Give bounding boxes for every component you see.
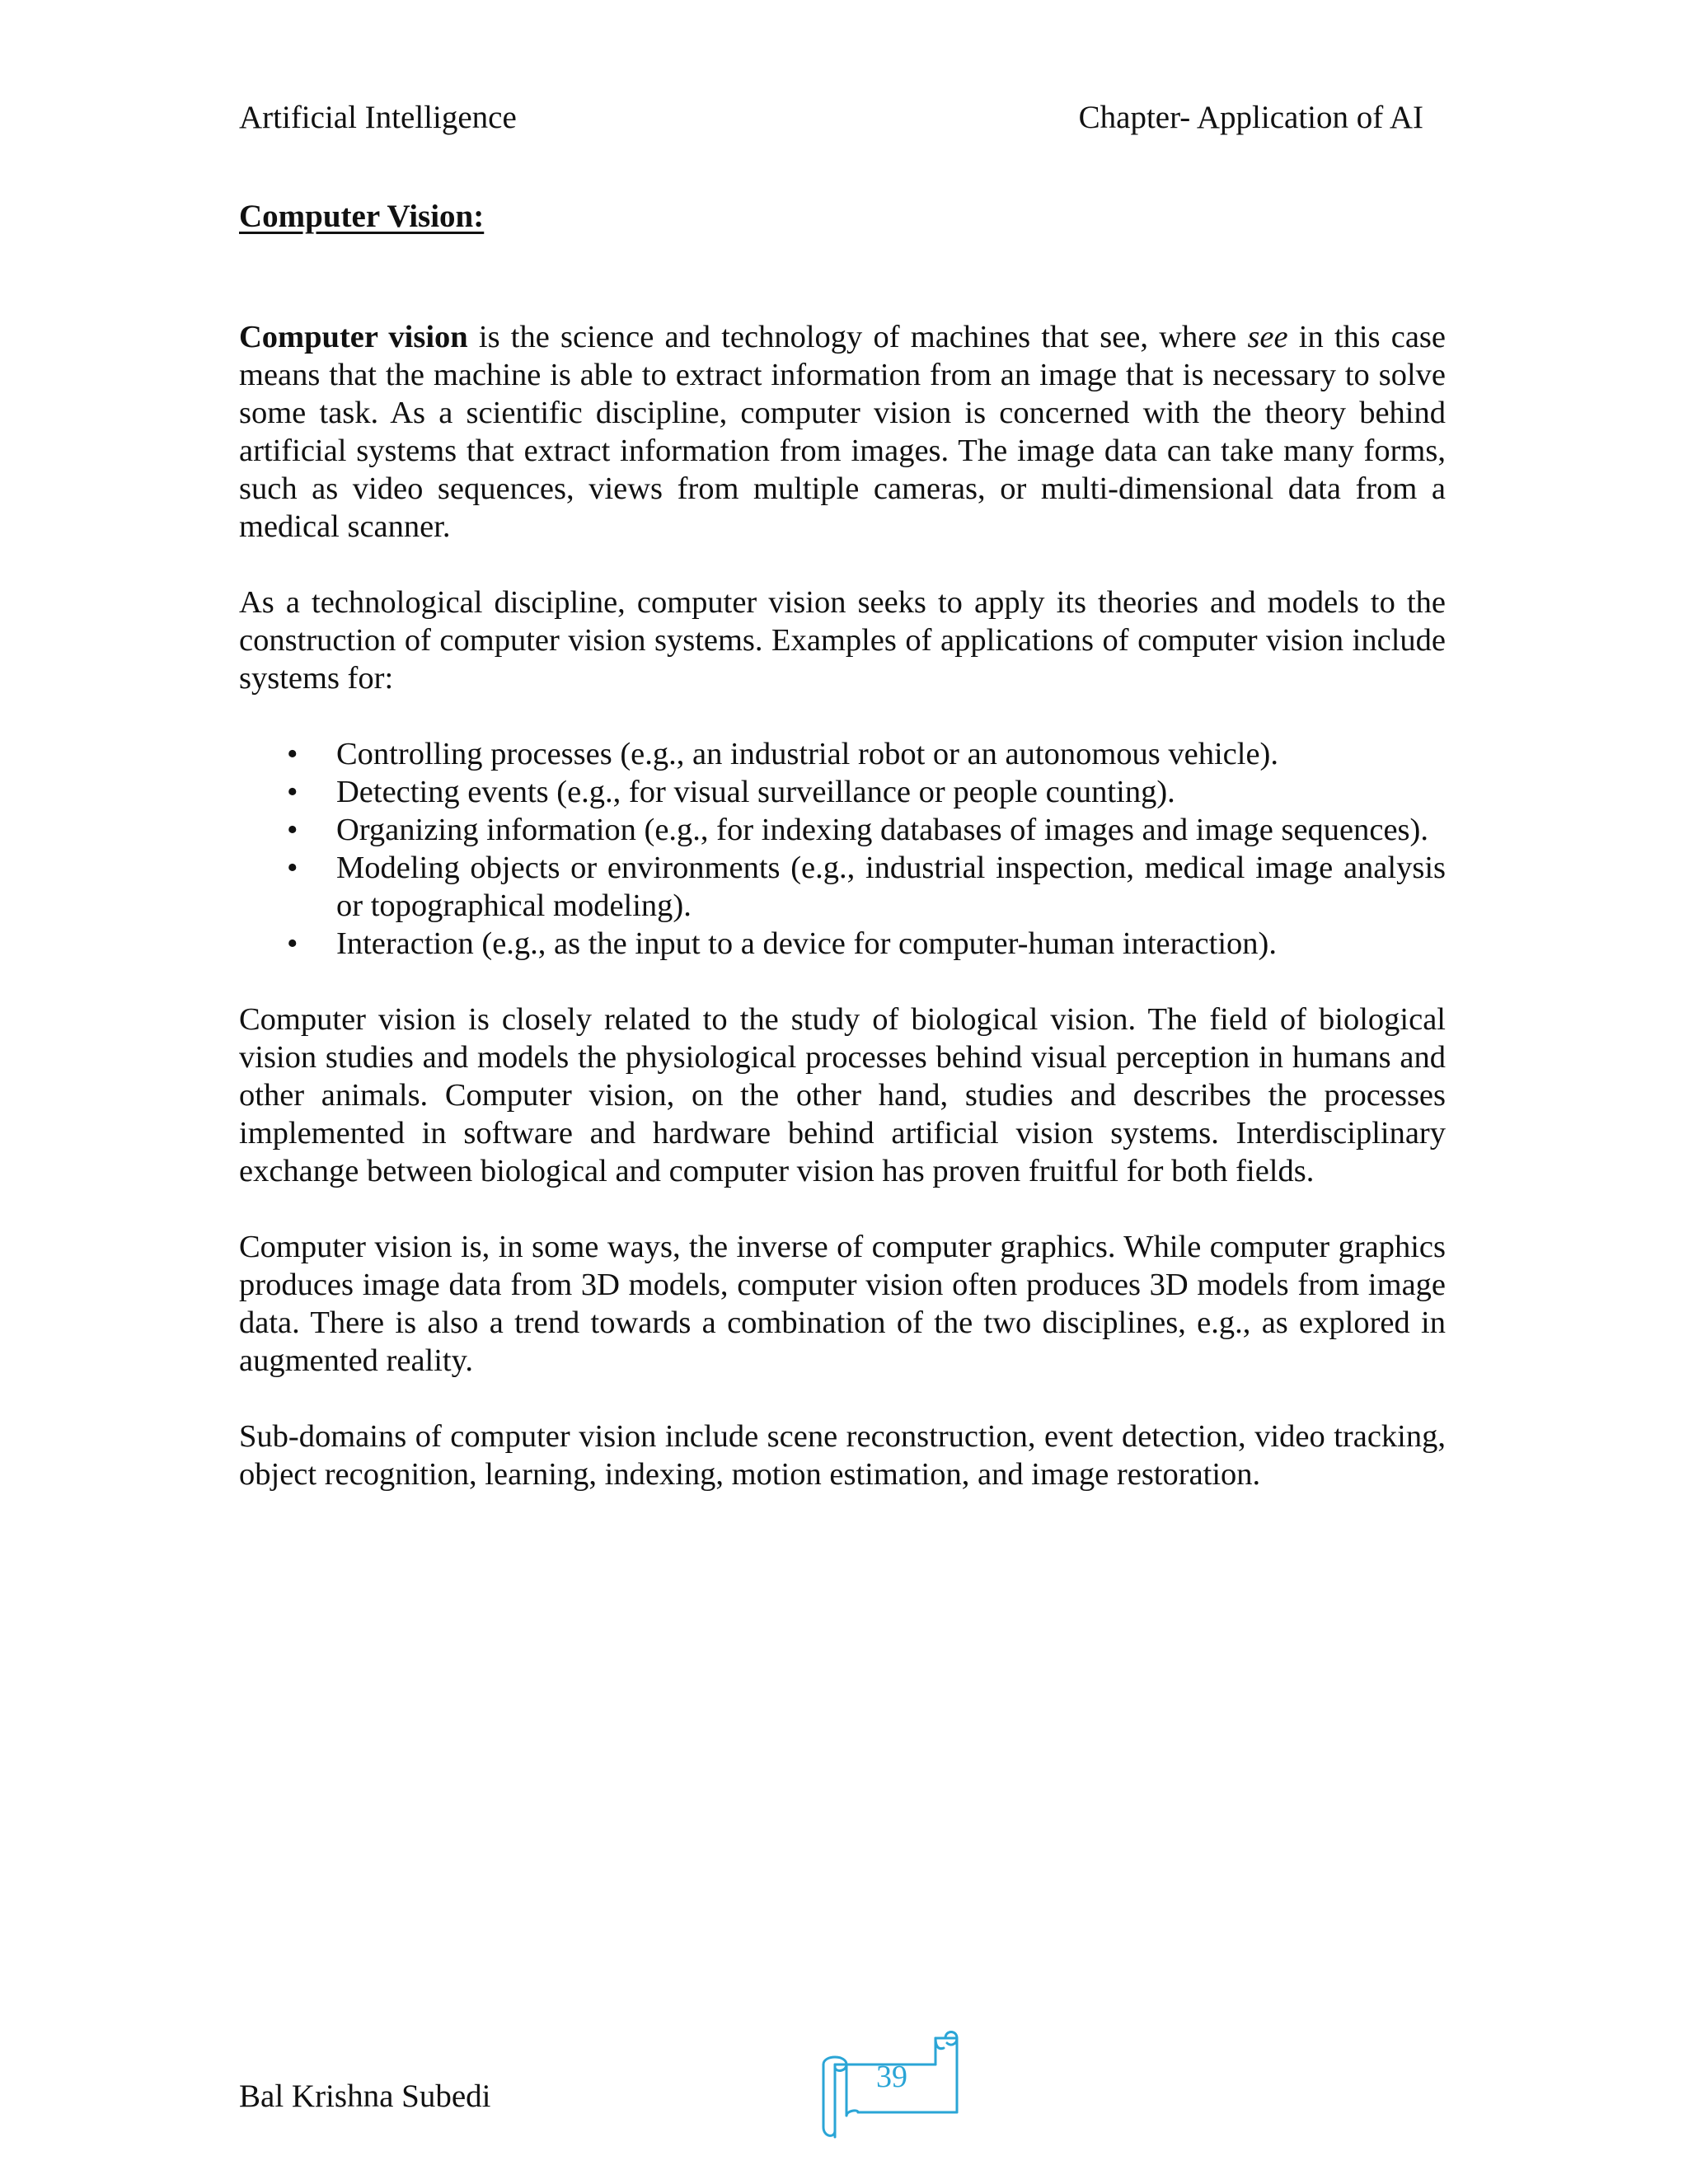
footer-author: Bal Krishna Subedi <box>239 2079 491 2114</box>
list-item-text: Detecting events (e.g., for visual surveillance or people counting). <box>336 775 1175 809</box>
technological-paragraph: As a technological discipline, computer vision seeks to apply its theories and models to the construction of computer vision systems. Examples of applications of computer vision include systems for: <box>239 585 1446 696</box>
page-content <box>239 198 1446 1493</box>
bullet-icon: • <box>287 813 298 847</box>
list-item <box>239 811 1446 849</box>
page-number: 39 <box>876 2060 907 2094</box>
list-item-text: Controlling processes (e.g., an industrial robot or an autonomous vehicle). <box>336 737 1278 771</box>
list-item <box>239 773 1446 811</box>
list-item <box>239 849 1446 925</box>
intro-emphasis: see <box>1247 320 1288 354</box>
intro-term: Computer vision <box>239 320 468 354</box>
graphics-paragraph: Computer vision is, in some ways, the inverse of computer graphics. While computer graphics produces image data from 3D models, computer vision often produces 3D models from image data. There is also a trend towards a combination of the two disciplines, e.g., as explored in augmented reality. <box>239 1230 1446 1378</box>
bullet-icon: • <box>287 775 298 809</box>
bullet-icon: • <box>287 926 298 961</box>
biological-paragraph: Computer vision is closely related to the study of biological vision. The field of biological vision studies and models the physiological processes behind visual perception in humans and other animals. Computer vision, on the other hand, studies and describes the processes implemented in software and hardware behind artificial vision systems. Interdisciplinary exchange between biological and computer vision has proven fruitful for both fields. <box>239 1002 1446 1188</box>
list-item-text: Modeling objects or environments (e.g., industrial inspection, medical image analysis or topographical modeling). <box>336 851 1446 923</box>
intro-paragraph <box>239 318 1446 546</box>
applications-list <box>239 735 1446 963</box>
intro-text-part1: is the science and technology of machines that see, where <box>467 320 1248 354</box>
intro-text-part2: in this case means that the machine is able to extract information from an image that is necessary to solve some task. As a scientific discipline, computer vision is concerned with the theory behind artificial systems that extract information from images. The image data can take many forms, such as video sequences, views from multiple cameras, or multi-dimensional data from a medical scanner. <box>239 320 1446 544</box>
header-chapter-title: Chapter- Application of AI <box>1078 100 1423 135</box>
list-item <box>239 925 1446 963</box>
page-header <box>239 97 1439 138</box>
list-item-text: Organizing information (e.g., for indexing databases of images and image sequences). <box>336 813 1428 847</box>
list-item <box>239 735 1446 773</box>
subdomains-paragraph: Sub-domains of computer vision include scene reconstruction, event detection, video tracking, object recognition, learning, indexing, motion estimation, and image restoration. <box>239 1419 1446 1492</box>
section-title: Computer Vision: <box>239 199 485 234</box>
header-book-title: Artificial Intelligence <box>239 100 517 135</box>
bullet-icon: • <box>287 737 298 771</box>
list-item-text: Interaction (e.g., as the input to a device for computer-human interaction). <box>336 926 1277 961</box>
bullet-icon: • <box>287 851 298 885</box>
